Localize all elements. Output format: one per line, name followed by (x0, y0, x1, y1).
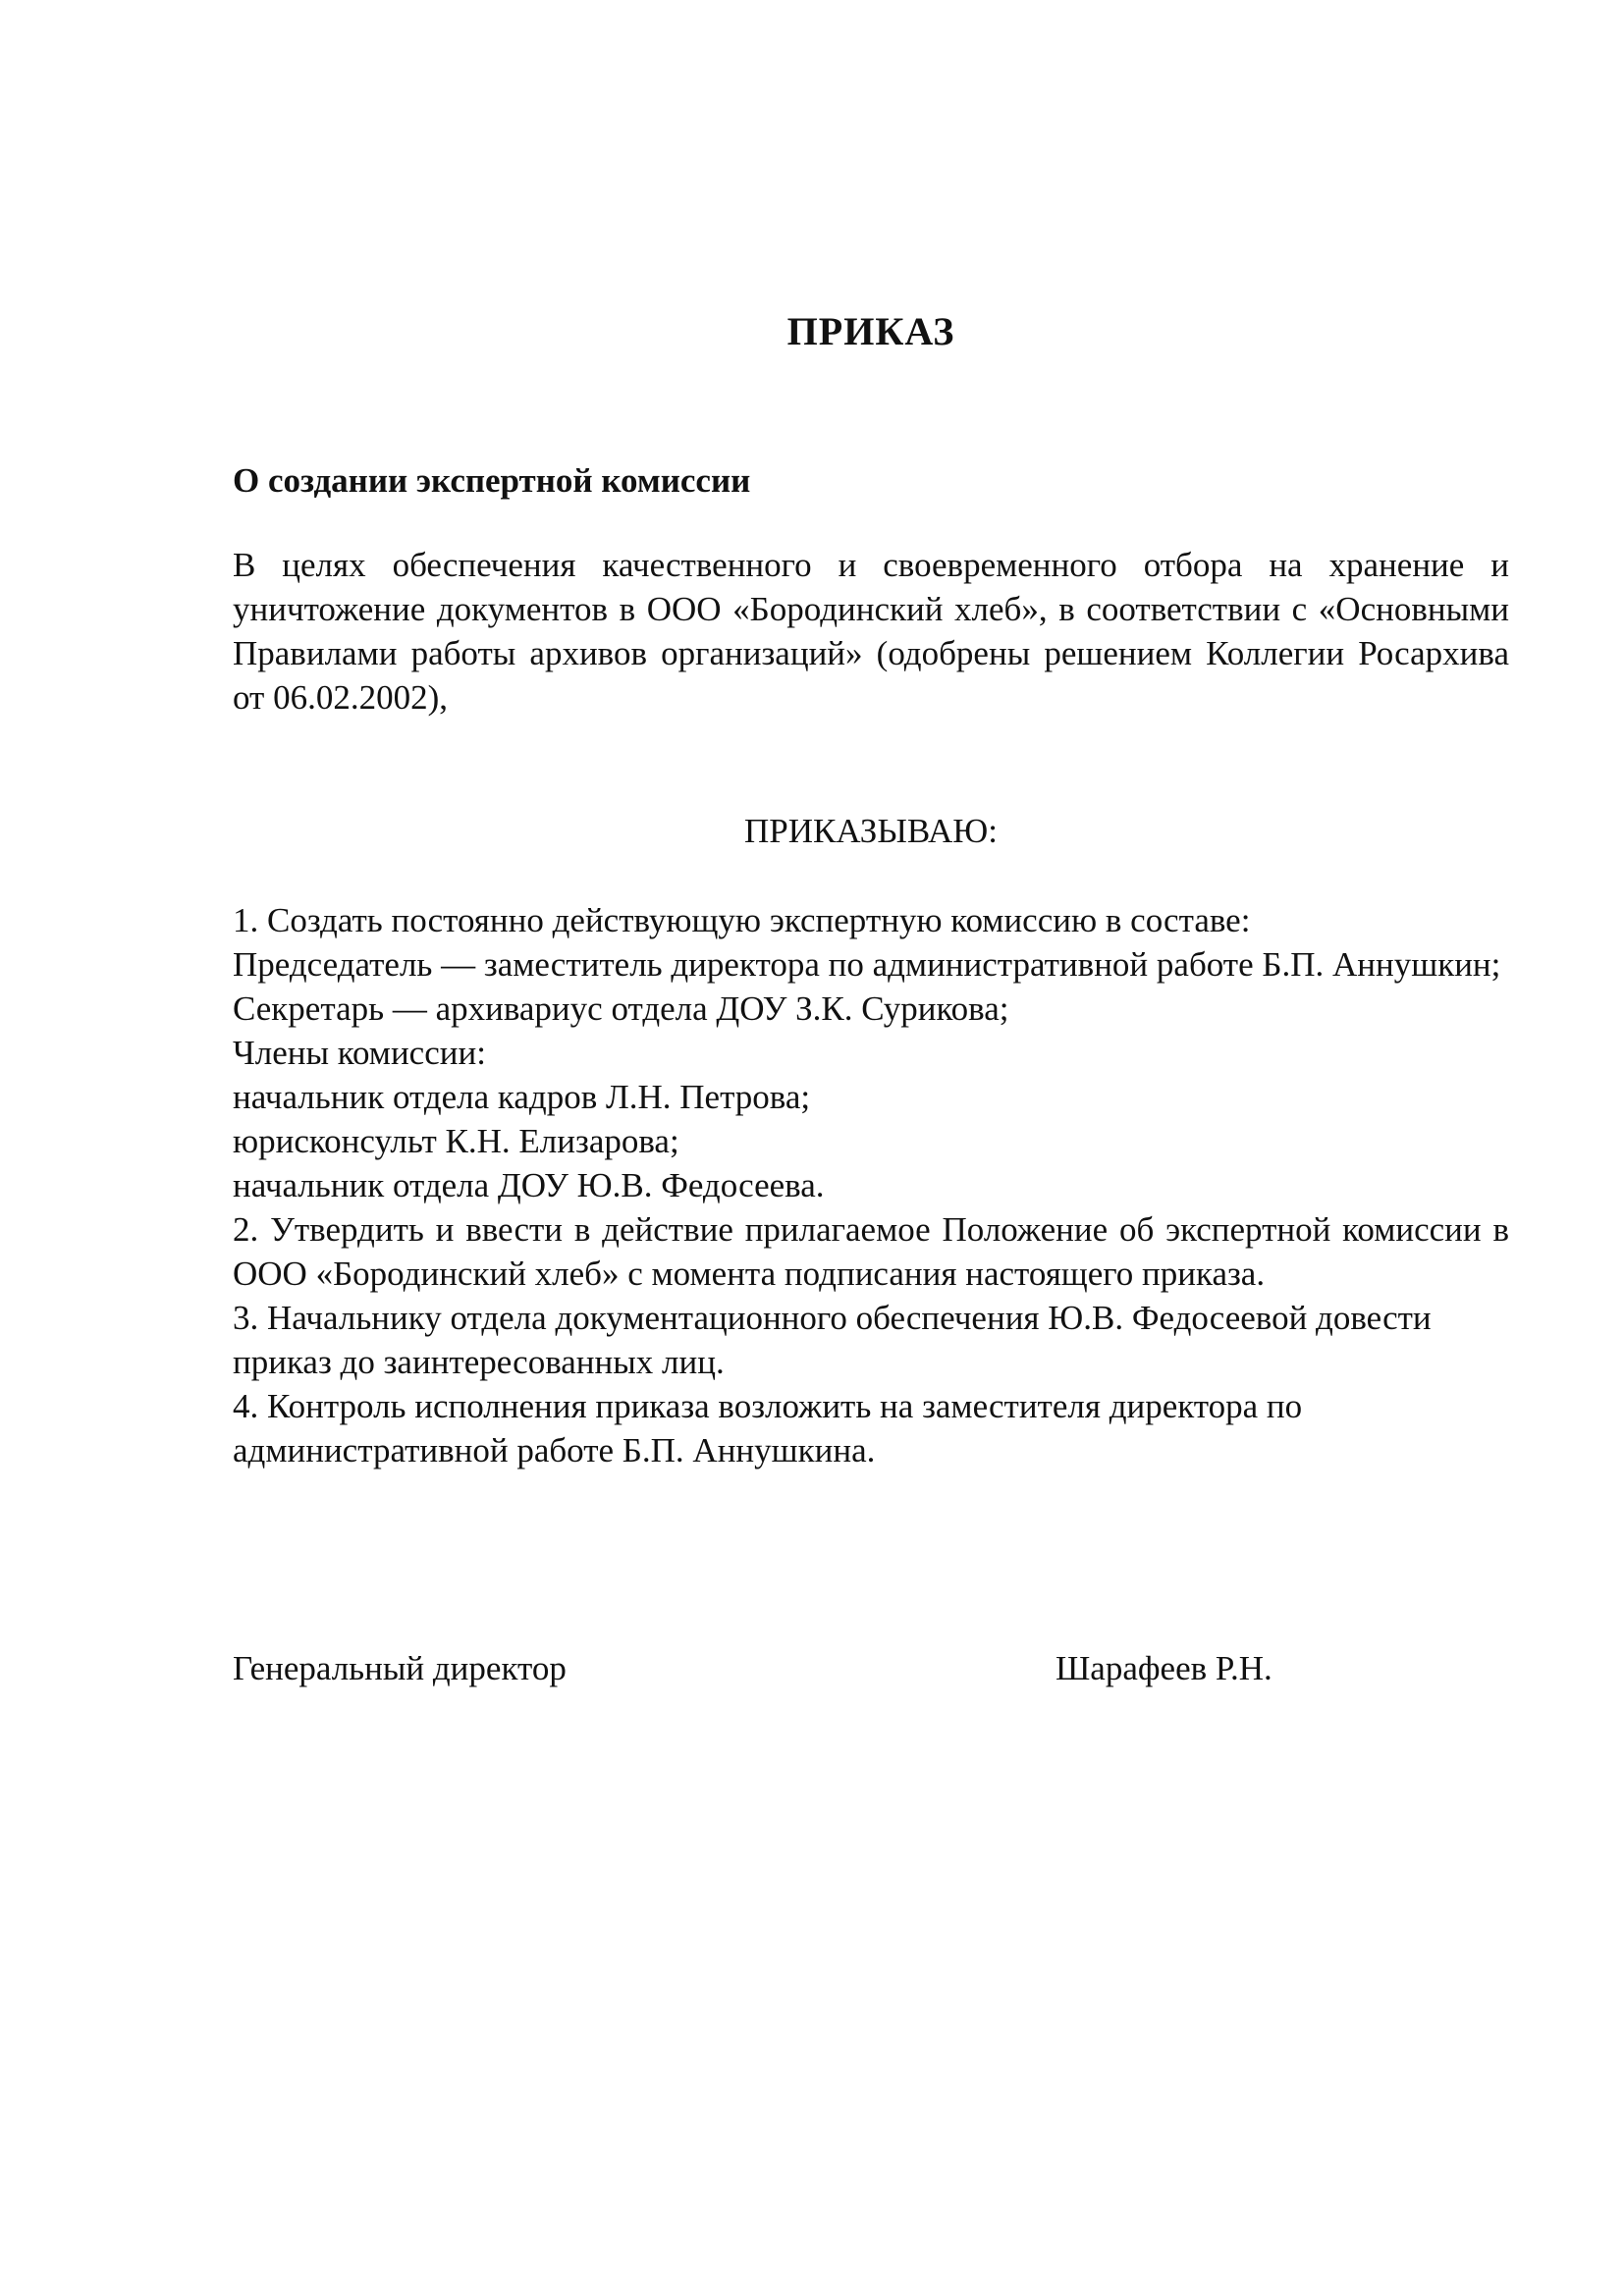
item-1-secretary: Секретарь — архивариус отдела ДОУ З.К. Сурикова; (233, 989, 1009, 1028)
item-1-intro: 1. Создать постоянно действующую экспертную комиссию в составе: (233, 901, 1251, 939)
item-1-member: начальник отдела кадров Л.Н. Петрова; (233, 1078, 811, 1116)
item-1-member: начальник отдела ДОУ Ю.В. Федосеева. (233, 1166, 825, 1204)
order-heading: ПРИКАЗЫВАЮ: (744, 812, 998, 850)
item-2: 2. Утвердить и ввести в действие прилагаемое Положение об экспертной комиссии в ООО «Бородинский хлеб» с момента подписания настоящего приказа. (233, 1210, 1509, 1293)
signatory-name: Шарафеев Р.Н. (1056, 1649, 1272, 1687)
preamble-paragraph: В целях обеспечения качественного и своевременного отбора на хранение и уничтожение документов в ООО «Бородинский хлеб», в соответствии с «Основными Правилами работы архивов организаций» (одобрены решением Коллегии Росархива от 06.02.2002), (233, 546, 1509, 717)
order-items (233, 898, 1509, 1472)
item-1-member: юрисконсульт К.Н. Елизарова; (233, 1122, 679, 1160)
signatory-position: Генеральный директор (233, 1649, 567, 1687)
item-4: 4. Контроль исполнения приказа возложить на заместителя директора по административной работе Б.П. Аннушкина. (233, 1387, 1303, 1469)
item-1-members-label: Члены комиссии: (233, 1034, 486, 1072)
item-3: 3. Начальнику отдела документационного обеспечения Ю.В. Федосеевой довести приказ до заинтересованных лиц. (233, 1299, 1432, 1381)
document-subject: О создании экспертной комиссии (233, 461, 751, 500)
document-title: ПРИКАЗ (786, 309, 955, 353)
item-1-chair: Председатель — заместитель директора по административной работе Б.П. Аннушкин; (233, 945, 1501, 984)
